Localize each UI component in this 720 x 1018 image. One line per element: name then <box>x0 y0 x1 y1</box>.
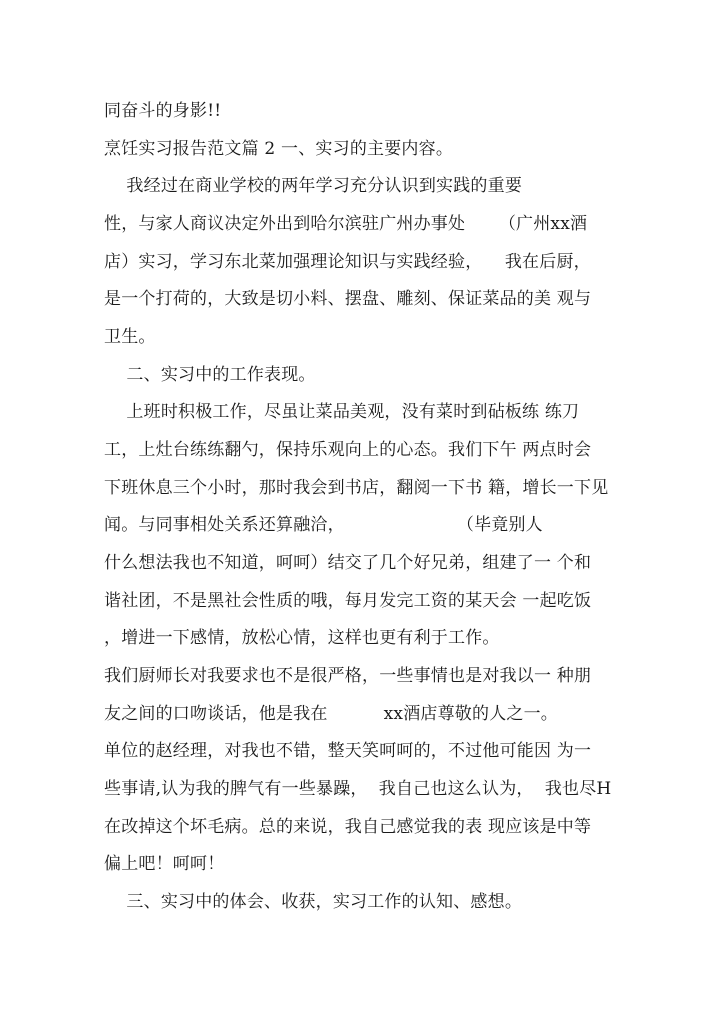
text-line: 烹饪实习报告范文篇 2 一、实习的主要内容。 <box>104 139 454 159</box>
text-line: 上班时积极工作，尽虽让菜品美观，没有菜时到砧板练 练刀 <box>104 402 580 422</box>
text-line: 卫生。 <box>104 327 156 347</box>
text-line: 工，上灶台练练翻勺，保持乐观向上的心态。我们下午 两点时会 <box>104 440 592 460</box>
text-line: 是一个打荷的，大致是切小料、摆盘、雕刻、保证菜品的美 观与 <box>104 289 592 309</box>
text-line: 单位的赵经理，对我也不错，整天笑呵呵的，不过他可能因 为一 <box>104 741 592 761</box>
text-line: 我们厨师长对我要求也不是很严格，一些事情也是对我以一 种朋 <box>104 666 592 686</box>
text-line: 什么想法我也不知道，呵呵）结交了几个好兄弟，组建了一 个和 <box>104 553 592 573</box>
text-line: 在改掉这个坏毛病。总的来说，我自己感觉我的表 现应该是中等 <box>104 817 592 837</box>
text-line: 偏上吧！呵呵！ <box>104 854 225 874</box>
text-line: ，增进一下感情，放松心情，这样也更有利于工作。 <box>104 628 500 648</box>
text-line: 友之间的口吻谈话，他是我在 xx酒店尊敬的人之一。 <box>104 704 559 724</box>
text-line: 我经过在商业学校的两年学习充分认识到实践的重要 <box>104 176 523 196</box>
text-line: 同奋斗的身影!! <box>104 101 222 121</box>
text-line: 店）实习，学习东北菜加强理论知识与实践经验， 我在后厨， <box>104 252 591 272</box>
text-line: 谐社团，不是黑社会性质的哦，每月发完工资的某天会 一起吃饭 <box>104 591 592 611</box>
text-line: 些事请,认为我的脾气有一些暴躁， 我自己也这么认为， 我也尽H <box>104 779 612 799</box>
section-heading: 二、实习中的工作表现。 <box>104 365 316 385</box>
text-line: 闻。与同事相处关系还算融洽， （毕竟别人 <box>104 515 543 535</box>
text-line: 下班休息三个小时，那时我会到书店，翻阅一下书 籍，增长一下见 <box>104 478 609 498</box>
text-line: 性，与家人商议决定外出到哈尔滨驻广州办事处 （广州xx酒 <box>104 214 588 234</box>
section-heading: 三、实习中的体会、收获，实习工作的认知、感想。 <box>104 892 523 912</box>
